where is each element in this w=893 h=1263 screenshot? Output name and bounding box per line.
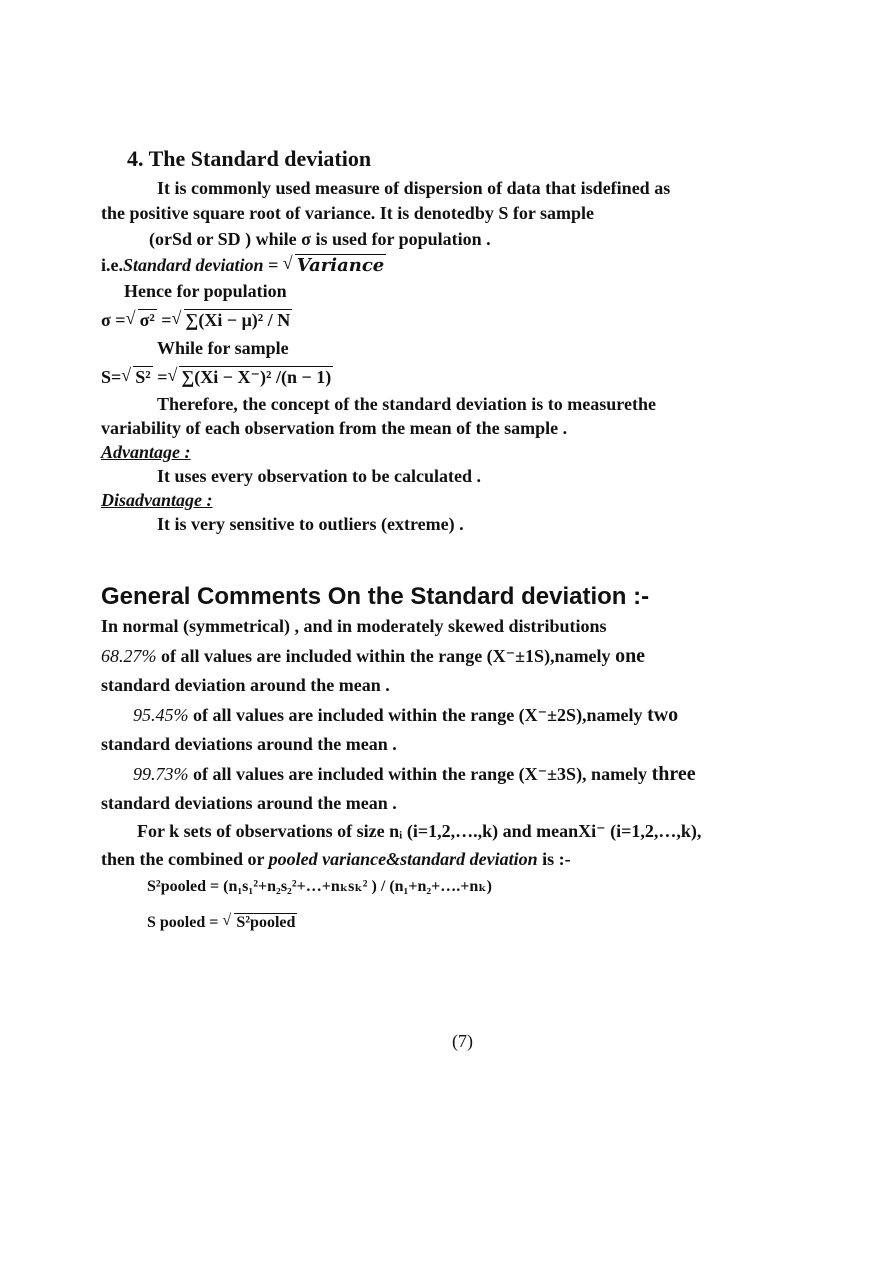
ie-formula [101,254,386,277]
pooled-sd-radicand: S²pooled [236,914,296,931]
ksets-line-2-a: then the combined or [101,849,269,869]
p99-line-2: standard deviations around the mean . [101,793,397,813]
concept-line-1: Therefore, the concept of the standard deviation is to measurethe [157,394,656,414]
p95-text: of all values are included within the range (X⁻±2S),namely [188,705,648,725]
comments-heading: General Comments On the Standard deviation :- [101,583,650,610]
sample-label: While for sample [157,338,289,358]
p99-line [133,763,696,785]
pop-radicand-1: σ² [139,310,155,330]
sample-radical-1 [121,366,152,388]
p68-word: one [615,645,646,667]
sample-radicand-2: ∑(Xi − X⁻)² /(n − 1) [181,367,332,387]
pooled-variance-formula: S²pooled = (n₁s₁²+n₂s₂²+…+nₖsₖ² ) / (n₁+n₂+….+nₖ) [147,878,492,895]
pop-radicand-2: ∑(Xi − μ)² / N [185,310,291,330]
pooled-sd-label: S pooled = [147,914,219,931]
section-heading: 4. The Standard deviation [127,146,372,171]
pooled-sd-formula [147,912,297,934]
ie-formula-label: Standard deviation = [123,255,279,275]
ksets-line-2-b: pooled variance&standard deviation [268,849,538,869]
pop-radical-2 [172,309,293,331]
concept-line-2: variability of each observation from the mean of the sample . [101,418,568,438]
advantage-label: Advantage : [101,442,191,462]
p99-text: of all values are included within the range (X⁻±3S), namely [188,764,652,784]
disadvantage-label: Disadvantage : [101,490,213,510]
sample-s: S= [101,367,122,387]
ksets-line-2-c: is :- [537,849,571,869]
ksets-line-2 [101,848,571,870]
ksets-line-1: For k sets of observations of size nᵢ (i=1,2,….,k) and meanXi⁻ (i=1,2,…,k), [137,821,702,841]
p68-value: 68.27% [101,646,157,666]
comments-line-1: In normal (symmetrical) , and in moderately skewed distributions [101,616,607,636]
sample-formula [101,366,333,388]
p68-line-2: standard deviation around the mean . [101,675,390,695]
pop-radical-1 [126,309,157,331]
p99-value: 99.73% [133,764,189,784]
intro-line-3: (orSd or SD ) while σ is used for population . [149,229,491,249]
population-label: Hence for population [124,281,287,301]
pooled-sd-radical [222,912,297,934]
intro-line-1: It is commonly used measure of dispersion of data that isdefined as [157,178,671,198]
p95-line-2: standard deviations around the mean . [101,734,397,754]
p95-value: 95.45% [133,705,189,725]
intro-line-2: the positive square root of variance. It is denotedby S for sample [101,203,594,223]
sample-radical-2 [167,366,333,388]
p99-word: three [651,763,696,785]
variance-radical [283,254,386,277]
p68-line [101,645,645,667]
p95-line [133,704,678,726]
population-formula [101,309,292,331]
advantage-text: It uses every observation to be calculated . [157,466,481,486]
pop-equals: = [156,310,172,330]
pop-sigma: σ = [101,310,126,330]
sample-radicand-1: S² [135,367,151,387]
p68-text: of all values are included within the range (X⁻±1S),namely [156,646,616,666]
page-number: (7) [452,1031,473,1051]
p95-word: two [647,704,679,726]
ie-prefix: i.e. [101,255,123,275]
disadvantage-text: It is very sensitive to outliers (extreme) . [157,514,464,534]
sample-equals: = [152,367,168,387]
variance-radicand: Variance [296,255,385,276]
